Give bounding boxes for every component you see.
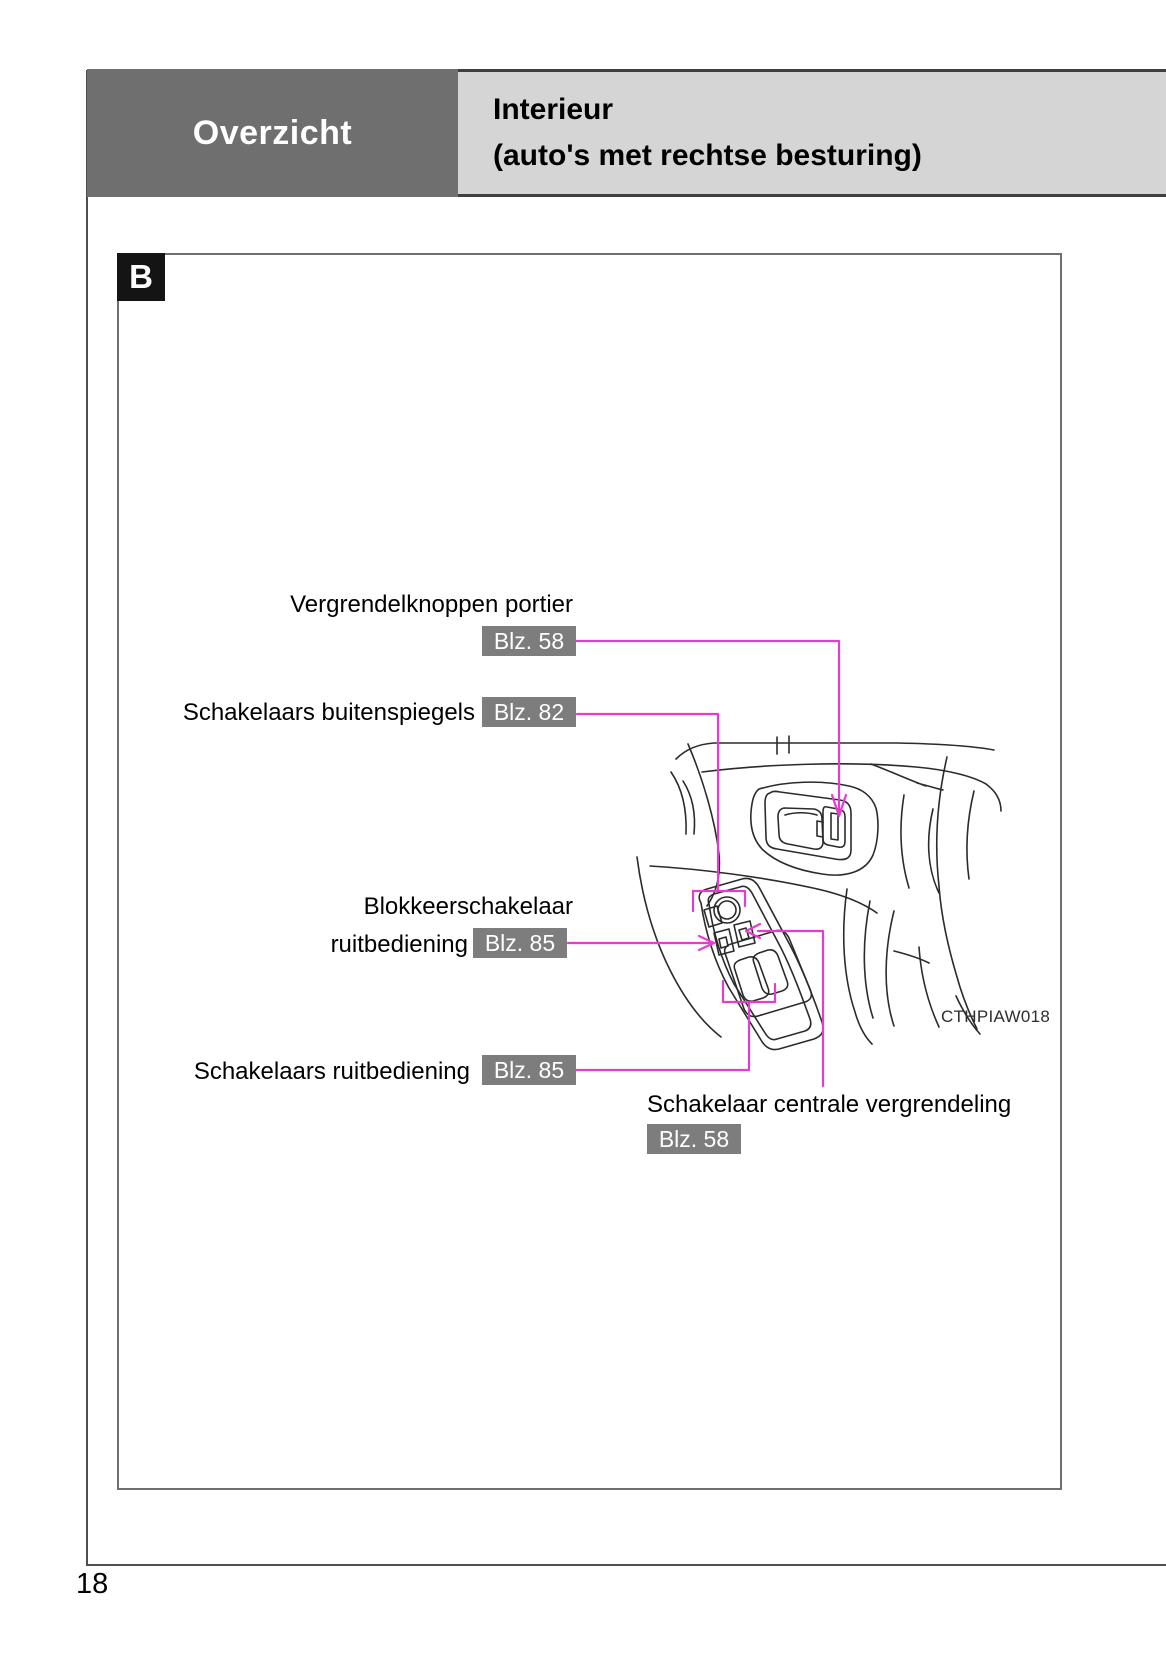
page-badge-window-switches: Blz. 85	[482, 1055, 576, 1085]
figure-marker: B	[117, 253, 165, 301]
page-badge-door-lock: Blz. 58	[482, 626, 576, 656]
switch-bezel-outer	[699, 878, 823, 1049]
figure-code: CTHPIAW018	[941, 1007, 1051, 1026]
vent-arcs	[671, 772, 695, 834]
door-lock-knob	[831, 813, 838, 840]
door-rear-crease	[967, 791, 974, 879]
door-pull-strands	[844, 889, 939, 1044]
page-badge-central-lock: Blz. 58	[647, 1124, 741, 1154]
callout-label-door-lock: Vergrendelknoppen portier	[290, 591, 573, 618]
page-title-line1: Interieur	[493, 93, 614, 126]
callout-label-mirror-switches: Schakelaars buitenspiegels	[182, 699, 475, 726]
mirror-selector-knob	[718, 901, 736, 919]
callout-lines	[568, 641, 846, 1086]
door-pull-top-lines	[901, 795, 939, 893]
callout-line-window-switches	[575, 981, 775, 1070]
door-rear-edge	[937, 757, 977, 1029]
door-sill-line	[676, 743, 994, 759]
sill-seam-ticks	[777, 736, 789, 754]
callout-label-window-switches: Schakelaars ruitbediening	[193, 1058, 470, 1085]
page-badge-mirror-switches: Blz. 82	[482, 697, 576, 727]
door-panel-illustration	[637, 736, 1001, 1050]
page-number: 18	[76, 1568, 109, 1600]
page-badge-window-lock: Blz. 85	[473, 928, 567, 958]
handle-cup-ridge	[785, 813, 817, 815]
armrest-sweep	[650, 866, 877, 913]
callout-line-window-lock	[568, 936, 714, 950]
section-title: Overzicht	[192, 113, 353, 152]
callout-label-window-lock-line1: Blokkeerschakelaar	[363, 893, 573, 920]
trim-seam-upper-right	[871, 764, 943, 790]
page-title-line2: (auto's met rechtse besturing)	[493, 139, 922, 172]
door-front-edge	[637, 857, 721, 1037]
callout-line-door-lock	[575, 641, 846, 816]
callout-label-window-lock-line2: ruitbediening	[330, 931, 468, 958]
callout-line-central-lock	[746, 924, 823, 1086]
pillar-edge	[688, 744, 719, 906]
window-switch-rear	[753, 950, 788, 995]
callout-label-central-lock: Schakelaar centrale vergrendeling	[647, 1091, 1012, 1118]
